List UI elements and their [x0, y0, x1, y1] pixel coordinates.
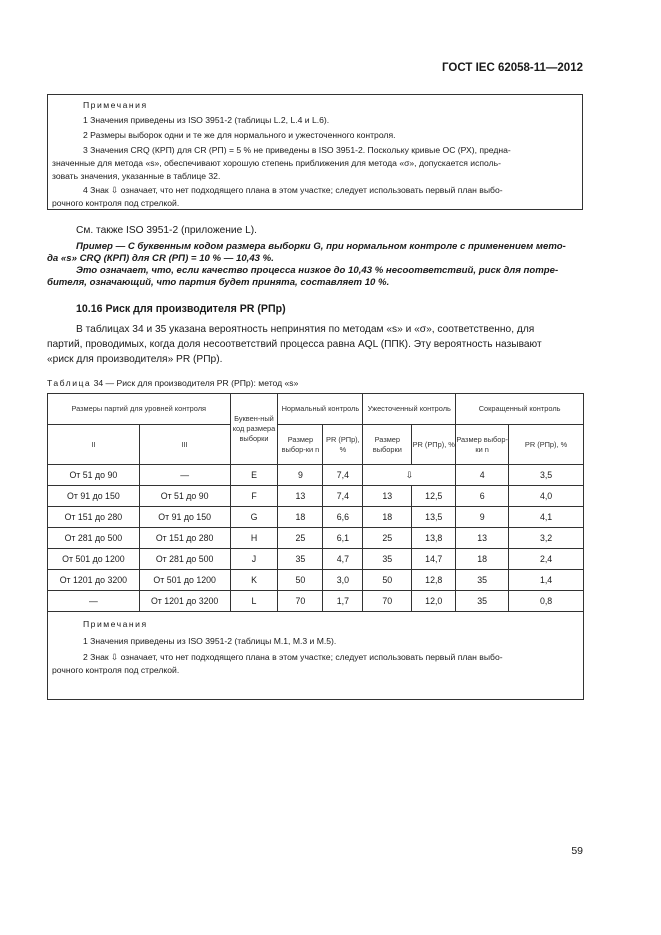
header-reduced-size: Размер выбор-ки n — [456, 425, 509, 465]
cell-lot-iii: От 151 до 280 — [139, 528, 230, 549]
cell-code: G — [230, 507, 278, 528]
cell-normal-pr: 1,7 — [323, 591, 363, 612]
header-level-iii: III — [139, 425, 230, 465]
example-line-1: Пример — С буквенным кодом размера выборки G, при нормальном контроле с применением мето- — [76, 241, 566, 252]
cell-normal-pr: 6,6 — [323, 507, 363, 528]
paragraph-line-2: партий, проводимых, когда доля несоответствий процесса равна AQL (ППК). Эту вероятность называют — [47, 339, 542, 350]
cell-lot-ii: От 51 до 90 — [48, 465, 140, 486]
cell-normal-size: 25 — [278, 528, 323, 549]
cell-normal-size: 13 — [278, 486, 323, 507]
cell-reduced-size: 6 — [456, 486, 509, 507]
note-1: 1 Значения приведены из ISO 3951-2 (таблицы L.2, L.4 и L.6). — [83, 115, 330, 125]
cell-normal-pr: 4,7 — [323, 549, 363, 570]
cell-lot-ii: От 1201 до 3200 — [48, 570, 140, 591]
cell-tight-size: 35 — [363, 549, 412, 570]
header-lot-sizes: Размеры партий для уровней контроля — [48, 394, 231, 425]
cell-lot-ii: От 91 до 150 — [48, 486, 140, 507]
header-tight-size: Размер выборки — [363, 425, 412, 465]
table-row — [48, 528, 584, 549]
notes-box — [47, 94, 583, 210]
table-caption-label: Таблица — [47, 378, 92, 388]
cell-lot-iii: От 1201 до 3200 — [139, 591, 230, 612]
cell-tight-size: 50 — [363, 570, 412, 591]
cell-normal-pr: 3,0 — [323, 570, 363, 591]
table-row — [48, 465, 584, 486]
cell-reduced-pr: 3,2 — [509, 528, 584, 549]
cell-reduced-size: 35 — [456, 570, 509, 591]
paragraph-line-1: В таблицах 34 и 35 указана вероятность непринятия по методам «s» и «σ», соответственно, для — [76, 324, 535, 335]
table-note-1: 1 Значения приведены из ISO 3951-2 (таблицы M.1, M.3 и M.5). — [83, 636, 337, 646]
note-4-line-1: 4 Знак ⇩ означает, что нет подходящего плана в этом участке; следует использовать первый план выбо- — [83, 185, 503, 195]
cell-normal-size: 35 — [278, 549, 323, 570]
cell-reduced-pr: 4,1 — [509, 507, 584, 528]
down-arrow-icon: ⇩ — [363, 465, 456, 486]
cell-tight-size: 70 — [363, 591, 412, 612]
cell-reduced-size: 18 — [456, 549, 509, 570]
note-4-line-2: рочного контроля под стрелкой. — [52, 198, 180, 208]
note-3-line-3: зовать значения, указанные в таблице 32. — [52, 171, 221, 181]
table-row — [48, 549, 584, 570]
note-3-line-1: 3 Значения CRQ (КРП) для CR (РП) = 5 % не приведены в ISO 3951-2. Поскольку кривые ОС (РХ), предна- — [83, 145, 511, 155]
cell-tight-pr: 13,8 — [412, 528, 456, 549]
cell-reduced-size: 4 — [456, 465, 509, 486]
cell-normal-size: 18 — [278, 507, 323, 528]
cell-tight-size: 25 — [363, 528, 412, 549]
table-row — [48, 507, 584, 528]
cell-reduced-pr: 4,0 — [509, 486, 584, 507]
table-caption-text: 34 — Риск для производителя PR (РПр): метод «s» — [93, 378, 299, 388]
cell-lot-iii: От 501 до 1200 — [139, 570, 230, 591]
table-row — [48, 591, 584, 612]
header-reduced-pr: PR (РПр), % — [509, 425, 584, 465]
note-2: 2 Размеры выборок одни и те же для нормального и ужесточенного контроля. — [83, 130, 396, 140]
producer-risk-table — [47, 393, 584, 700]
header-normal: Нормальный контроль — [278, 394, 363, 425]
example-line-4: бителя, означающий, что партия будет принята, составляет 10 %. — [47, 277, 390, 288]
cell-normal-pr: 7,4 — [323, 486, 363, 507]
header-tightened: Ужесточенный контроль — [363, 394, 456, 425]
table-notes — [48, 612, 584, 700]
page-number: 59 — [571, 845, 583, 857]
cell-tight-pr: 14,7 — [412, 549, 456, 570]
cell-lot-iii: От 91 до 150 — [139, 507, 230, 528]
paragraph-line-3: «риск для производителя» PR (РПр). — [47, 354, 223, 365]
cell-tight-pr: 12,0 — [412, 591, 456, 612]
cell-tight-size: 18 — [363, 507, 412, 528]
note-3-line-2: значенные для метода «s», обеспечивают хорошую степень приближения для метода «σ», допускается исполь- — [52, 158, 502, 168]
document-header: ГОСТ IEC 62058-11—2012 — [442, 62, 583, 74]
cell-lot-iii: — — [139, 465, 230, 486]
see-also: См. также ISO 3951-2 (приложение L). — [76, 225, 257, 236]
header-normal-pr: PR (РПр), % — [323, 425, 363, 465]
notes-title: Примечания — [83, 100, 148, 110]
cell-normal-size: 9 — [278, 465, 323, 486]
cell-code: J — [230, 549, 278, 570]
cell-normal-pr: 6,1 — [323, 528, 363, 549]
cell-lot-iii: От 51 до 90 — [139, 486, 230, 507]
header-letter-code: Буквен-ный код размера выборки — [230, 394, 278, 465]
cell-normal-size: 70 — [278, 591, 323, 612]
cell-normal-size: 50 — [278, 570, 323, 591]
section-title: 10.16 Риск для производителя PR (РПр) — [76, 303, 286, 315]
cell-lot-iii: От 281 до 500 — [139, 549, 230, 570]
cell-reduced-size: 35 — [456, 591, 509, 612]
table-caption — [47, 378, 298, 388]
header-normal-size: Размер выбор-ки n — [278, 425, 323, 465]
cell-reduced-size: 13 — [456, 528, 509, 549]
cell-lot-ii: От 281 до 500 — [48, 528, 140, 549]
cell-reduced-pr: 2,4 — [509, 549, 584, 570]
table-note-2-line-1: 2 Знак ⇩ означает, что нет подходящего плана в этом участке; следует использовать первый план выбо- — [83, 652, 503, 662]
table-row — [48, 486, 584, 507]
header-tight-pr: PR (РПр), % — [412, 425, 456, 465]
table-body — [48, 465, 584, 700]
cell-code: K — [230, 570, 278, 591]
header-reduced: Сокращенный контроль — [456, 394, 584, 425]
cell-reduced-size: 9 — [456, 507, 509, 528]
cell-normal-pr: 7,4 — [323, 465, 363, 486]
cell-lot-ii: От 151 до 280 — [48, 507, 140, 528]
table-row — [48, 570, 584, 591]
cell-lot-ii: От 501 до 1200 — [48, 549, 140, 570]
cell-code: F — [230, 486, 278, 507]
table-note-2-line-2: рочного контроля под стрелкой. — [52, 665, 180, 675]
cell-code: L — [230, 591, 278, 612]
cell-reduced-pr: 1,4 — [509, 570, 584, 591]
cell-reduced-pr: 0,8 — [509, 591, 584, 612]
cell-code: H — [230, 528, 278, 549]
cell-code: E — [230, 465, 278, 486]
table-notes-title: Примечания — [83, 619, 148, 629]
example-line-3: Это означает, что, если качество процесса низкое до 10,43 % несоответствий, риск для потре- — [76, 265, 559, 276]
cell-tight-pr: 12,5 — [412, 486, 456, 507]
cell-tight-pr: 12,8 — [412, 570, 456, 591]
cell-tight-pr: 13,5 — [412, 507, 456, 528]
cell-reduced-pr: 3,5 — [509, 465, 584, 486]
cell-lot-ii: — — [48, 591, 140, 612]
cell-tight-size: 13 — [363, 486, 412, 507]
example-line-2: да «s» CRQ (КРП) для CR (РП) = 10 % — 10,43 %. — [47, 253, 274, 264]
header-level-ii: II — [48, 425, 140, 465]
